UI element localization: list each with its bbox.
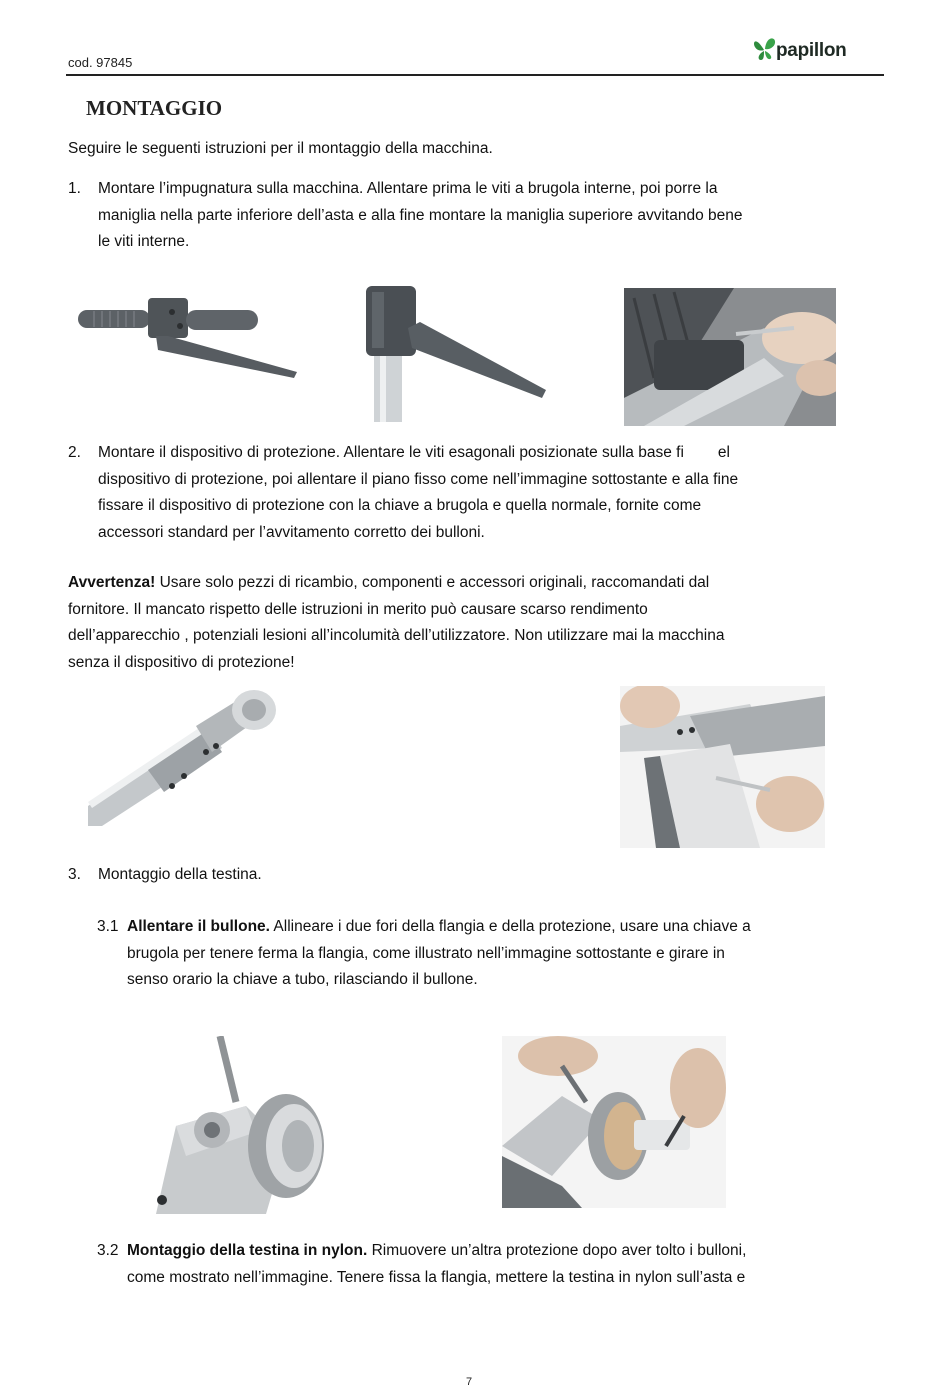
step-3-1-line-2: brugola per tenere ferma la flangia, come illustrato nell’immagine sottostante e girare in xyxy=(127,944,725,962)
photo-socket-wrench xyxy=(502,1036,726,1208)
step-3-2-number: 3.2 xyxy=(97,1242,119,1259)
step-2-line-1: Montare il dispositivo di protezione. Allentare le viti esagonali posizionate sulla base fi el xyxy=(98,444,730,461)
brand-name: papillon xyxy=(776,40,847,61)
step-3-2-line-1: Montaggio della testina in nylon. Rimuovere un’altra protezione dopo aver tolto i bulloni, xyxy=(127,1242,747,1259)
step-3-1-line-3: senso orario la chiave a tubo, rilasciando il bullone. xyxy=(127,971,478,988)
photo-guard-fitting xyxy=(620,686,825,848)
step-1-number: 1. xyxy=(68,180,81,197)
photo-lower-handle xyxy=(360,282,550,422)
step-3-1-number: 3.1 xyxy=(97,918,119,935)
photo-gear-head-wrench xyxy=(136,1036,336,1214)
step-1-line-1: Montare l’impugnatura sulla macchina. Allentare prima le viti a brugola interne, poi porre la xyxy=(98,180,718,197)
page-number: 7 xyxy=(466,1376,473,1388)
step-2-number: 2. xyxy=(68,444,81,461)
step-3-1-text xyxy=(127,914,887,994)
warning-line-1: Avvertenza! Usare solo pezzi di ricambio, componenti e accessori originali, raccomandati dal xyxy=(68,574,710,591)
photo-screw-fitting xyxy=(624,288,836,426)
warning-line-2: fornitore. Il mancato rispetto delle istruzioni in merito può causare scarso rendimento xyxy=(68,600,648,618)
step-2-line-2: dispositivo di protezione, poi allentare il piano fisso come nell’immagine sottostante e alla fine xyxy=(98,470,739,488)
step-2-line-3: fissare il dispositivo di protezione con la chiave a brugola e quella normale, fornite come xyxy=(98,497,702,514)
step-1-line-3: le viti interne. xyxy=(98,233,190,250)
step-1-line-2: maniglia nella parte inferiore dell’asta e alla fine montare la maniglia superiore avvitando bene xyxy=(98,206,743,224)
step-3-text: Montaggio della testina. xyxy=(98,866,262,883)
warning-paragraph xyxy=(68,570,868,676)
brand-logo xyxy=(752,34,882,70)
warning-label: Avvertenza! xyxy=(68,574,156,591)
step-1-text xyxy=(98,176,874,256)
step-2-line-4: accessori standard per l’avvitamento corretto dei bulloni. xyxy=(98,523,485,541)
photo-handle xyxy=(72,288,302,383)
header-divider xyxy=(66,74,884,76)
photo-shaft-clamp xyxy=(88,686,288,826)
warning-line-4: senza il dispositivo di protezione! xyxy=(68,653,295,671)
warning-line-3: dell’apparecchio , potenziali lesioni all’incolumità dell’utilizzatore. Non utilizzare mai la macchina xyxy=(68,627,725,644)
step-2-text xyxy=(98,440,874,546)
step-3-1-line-1: Allentare il bullone. Allineare i due fori della flangia e della protezione, usare una chiave a xyxy=(127,918,751,935)
section-title: MONTAGGIO xyxy=(86,96,223,120)
step-3-2-line-2: come mostrato nell’immagine. Tenere fissa la flangia, mettere la testina in nylon sull’asta e xyxy=(127,1268,746,1286)
butterfly-icon xyxy=(752,34,778,64)
step-3-number: 3. xyxy=(68,866,81,883)
document-code: cod. 97845 xyxy=(68,55,133,70)
step-3-2-text xyxy=(127,1238,887,1291)
intro-text: Seguire le seguenti istruzioni per il montaggio della macchina. xyxy=(68,140,493,157)
